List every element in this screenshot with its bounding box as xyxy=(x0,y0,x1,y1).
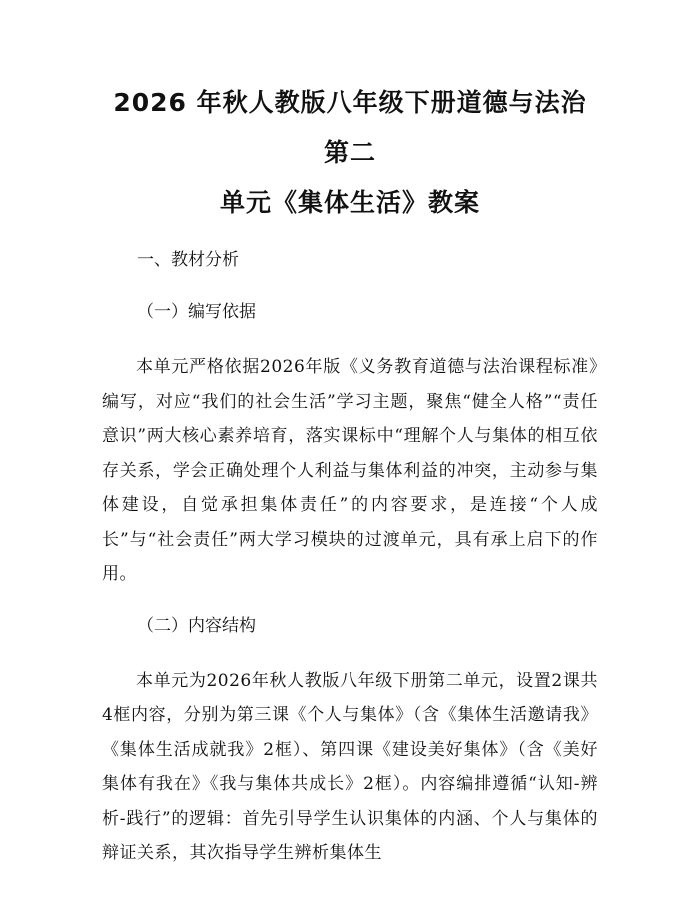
paragraph-basis: 本单元严格依据2026年版《义务教育道德与法治课程标准》编写，对应“我们的社会生活”学习主题，聚焦“健全人格”“责任意识”两大核心素养培育，落实课标中“理解个人与集体的相互依存关系，学会正确处理个人利益与集体利益的冲突，主动参与集体建设，自觉承担集体责任”的内容要求，是连接“个人成长”与“社会责任”两大学习模块的过渡单元，具有承上启下的作用。 xyxy=(102,357,598,584)
subsection-heading-basis: （一）编写依据 xyxy=(137,302,256,322)
document-title xyxy=(102,78,598,228)
title-line-1: 2026 年秋人教版八年级下册道德与法治第二 xyxy=(113,88,587,167)
subsection-heading-structure: （二）内容结构 xyxy=(137,615,256,636)
section-heading-textbook-analysis: 一、教材分析 xyxy=(137,250,239,270)
paragraph-structure: 本单元为2026年秋人教版八年级下册第二单元，设置2课共4框内容，分别为第三课《个人与集体》（含《集体生活邀请我》《集体生活成就我》2框）、第四课《建设美好集体》（含《美好集体有我在》《我与集体共成长》2框）。内容编排遵循“认知-辨析-践行”的逻辑：首先引导学生认识集体的内涵、个人与集体的辩证关系，其次指导学生辨析集体生 xyxy=(102,670,598,863)
title-line-2: 单元《集体生活》教案 xyxy=(219,188,480,217)
